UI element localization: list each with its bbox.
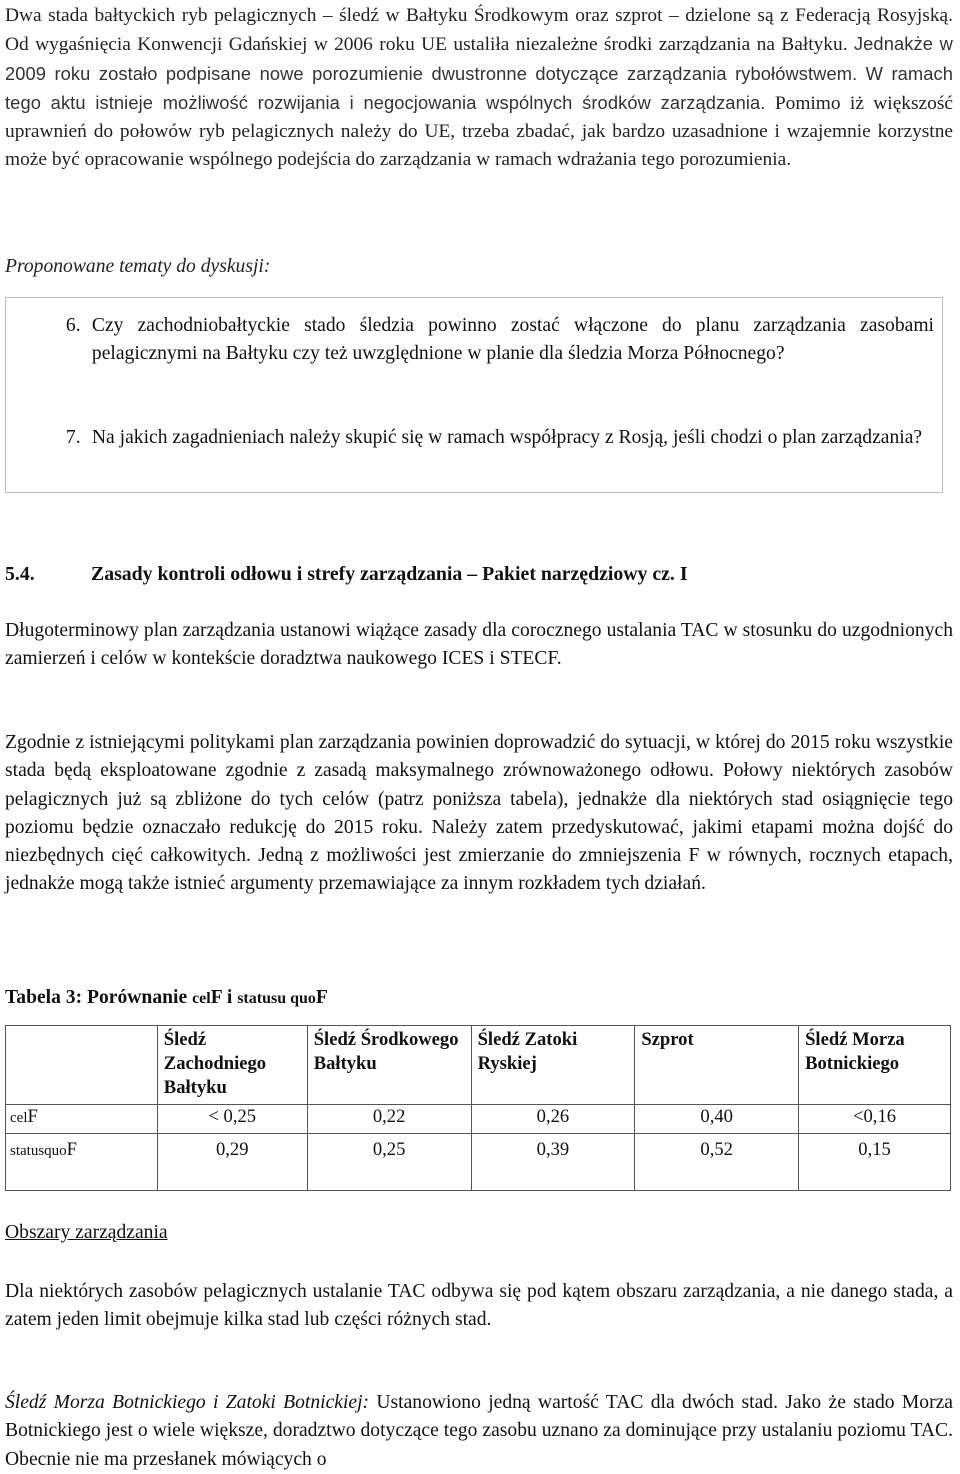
question-number: 7. [65, 427, 81, 448]
paragraph: Śledź Morza Botnickiego i Zatoki Botnickiej: Ustanowiono jedną wartość TAC dla dwóch stad. Jako że stado Morza Botnickiego jest o wiele większe, doradztwo dotyczące tego zasobu uznano za dominujące przy ustalaniu poziomu TAC. Obecnie nie ma przesłanek mówiących o [5, 1392, 953, 1470]
question-item [6, 312, 934, 369]
table-header-cell: Śledź Zatoki Ryskiej [471, 1026, 635, 1105]
table-row [6, 1105, 951, 1134]
table-header-cell: Śledź Środkowego Bałtyku [307, 1026, 471, 1105]
section-title: Zasady kontroli odłowu i strefy zarządzania – Pakiet narzędziowy cz. I [91, 563, 688, 585]
discussion-topics-box [5, 297, 943, 493]
table-cell: 0,52 [635, 1134, 799, 1191]
table-cell: <0,16 [799, 1105, 951, 1134]
table-caption: Tabela 3: Porównanie celF i statusu quoF [5, 987, 328, 1008]
table-cell: 0,40 [635, 1105, 799, 1134]
paragraph: Długoterminowy plan zarządzania ustanowi wiążące zasady dla corocznego ustalania TAC w stosunku do uzgodnionych zamierzeń i celów w kontekście doradztwa naukowego ICES i STECF. [5, 620, 953, 670]
table-cell: < 0,25 [157, 1105, 307, 1134]
question-text: Czy zachodniobałtyckie stado śledzia powinno zostać włączone do planu zarządzania zasobami pelagicznymi na Bałtyku czy też uwzględnione w planie dla śledzia Morza Północnego? [91, 315, 934, 365]
table-header-cell: Śledź Zachodniego Bałtyku [157, 1026, 307, 1105]
comparison-table [5, 1025, 951, 1191]
section-heading [5, 563, 688, 586]
intro-paragraph [5, 2, 953, 175]
stock-name-italic: Śledź Morza Botnickiego i Zatoki Botnickiej: [5, 1392, 370, 1413]
table-header-row [6, 1026, 951, 1105]
table-cell: 0,22 [307, 1105, 471, 1134]
table-header-cell: Śledź Morza Botnickiego [799, 1026, 951, 1105]
table-cell: 0,39 [471, 1134, 635, 1191]
paragraph: Dla niektórych zasobów pelagicznych ustalanie TAC odbywa się pod kątem obszaru zarządzania, a nie danego stada, a zatem jeden limit obejmuje kilka stad lub części różnych stad. [5, 1281, 953, 1331]
table-cell: 0,29 [157, 1134, 307, 1191]
table-header-cell: Szprot [635, 1026, 799, 1105]
question-item [6, 424, 934, 452]
paragraph: Zgodnie z istniejącymi politykami plan zarządzania powinien doprowadzić do sytuacji, w której do 2015 roku wszystkie stada będą eksploatowane zgodnie z zasadą maksymalnego zrównoważonego odłowu. Połowy niektórych zasobów pelagicznych już są zbliżone do tych celów (patrz poniższa tabela), jednakże dla niektórych stad osiągnięcie tego poziomu będzie oznaczało redukcję do 2015 roku. Należy zatem przedyskutować, jakimi etapami można dojść do niezbędnych cięć całkowitych. Jedną z możliwości jest zmierzanie do zmniejszenia F w równych, rocznych etapach, jednakże mogą także istnieć argumenty przemawiające za innym rozkładem tych działań. [5, 732, 953, 895]
intro-text-b: Pomimo iż większość uprawnień do połowów ryb pelagicznych należy do UE, trzeba zbadać, jak bardzo uzasadnione i wzajemnie korzystne może być opracowanie wspólnego podejścia do zarządzania w ramach wdrażania tego porozumienia. [5, 92, 953, 171]
table-row [6, 1134, 951, 1191]
row-label: celF [6, 1105, 158, 1134]
intro-text-a: Dwa stada bałtyckich ryb pelagicznych – śledź w Bałtyku Środkowym oraz szprot – dzielone są z Federacją Rosyjską. Od wygaśnięcia Konwencji Gdańskiej w 2006 roku UE ustaliła niezależne środki zarządzania na Bałtyku. [5, 5, 953, 56]
table-cell: 0,15 [799, 1134, 951, 1191]
topics-heading: Proponowane tematy do dyskusji: [5, 256, 271, 277]
row-label: statusquoF [6, 1134, 158, 1191]
question-text: Na jakich zagadnieniach należy skupić się w ramach współpracy z Rosją, jeśli chodzi o plan zarządzania? [91, 427, 923, 448]
table-cell: 0,26 [471, 1105, 635, 1134]
table-cell: 0,25 [307, 1134, 471, 1191]
intro-text-sans: Jednakże w 2009 roku zostało podpisane nowe porozumienie dwustronne dotyczące zarządzania rybołówstwem. W ramach tego aktu istnieje możliwość rozwijania i negocjowania wspólnych środków zarządzania. [5, 33, 953, 113]
question-number: 6. [65, 315, 81, 336]
zones-heading: Obszary zarządzania [5, 1222, 168, 1243]
section-number: 5.4. [5, 563, 35, 585]
